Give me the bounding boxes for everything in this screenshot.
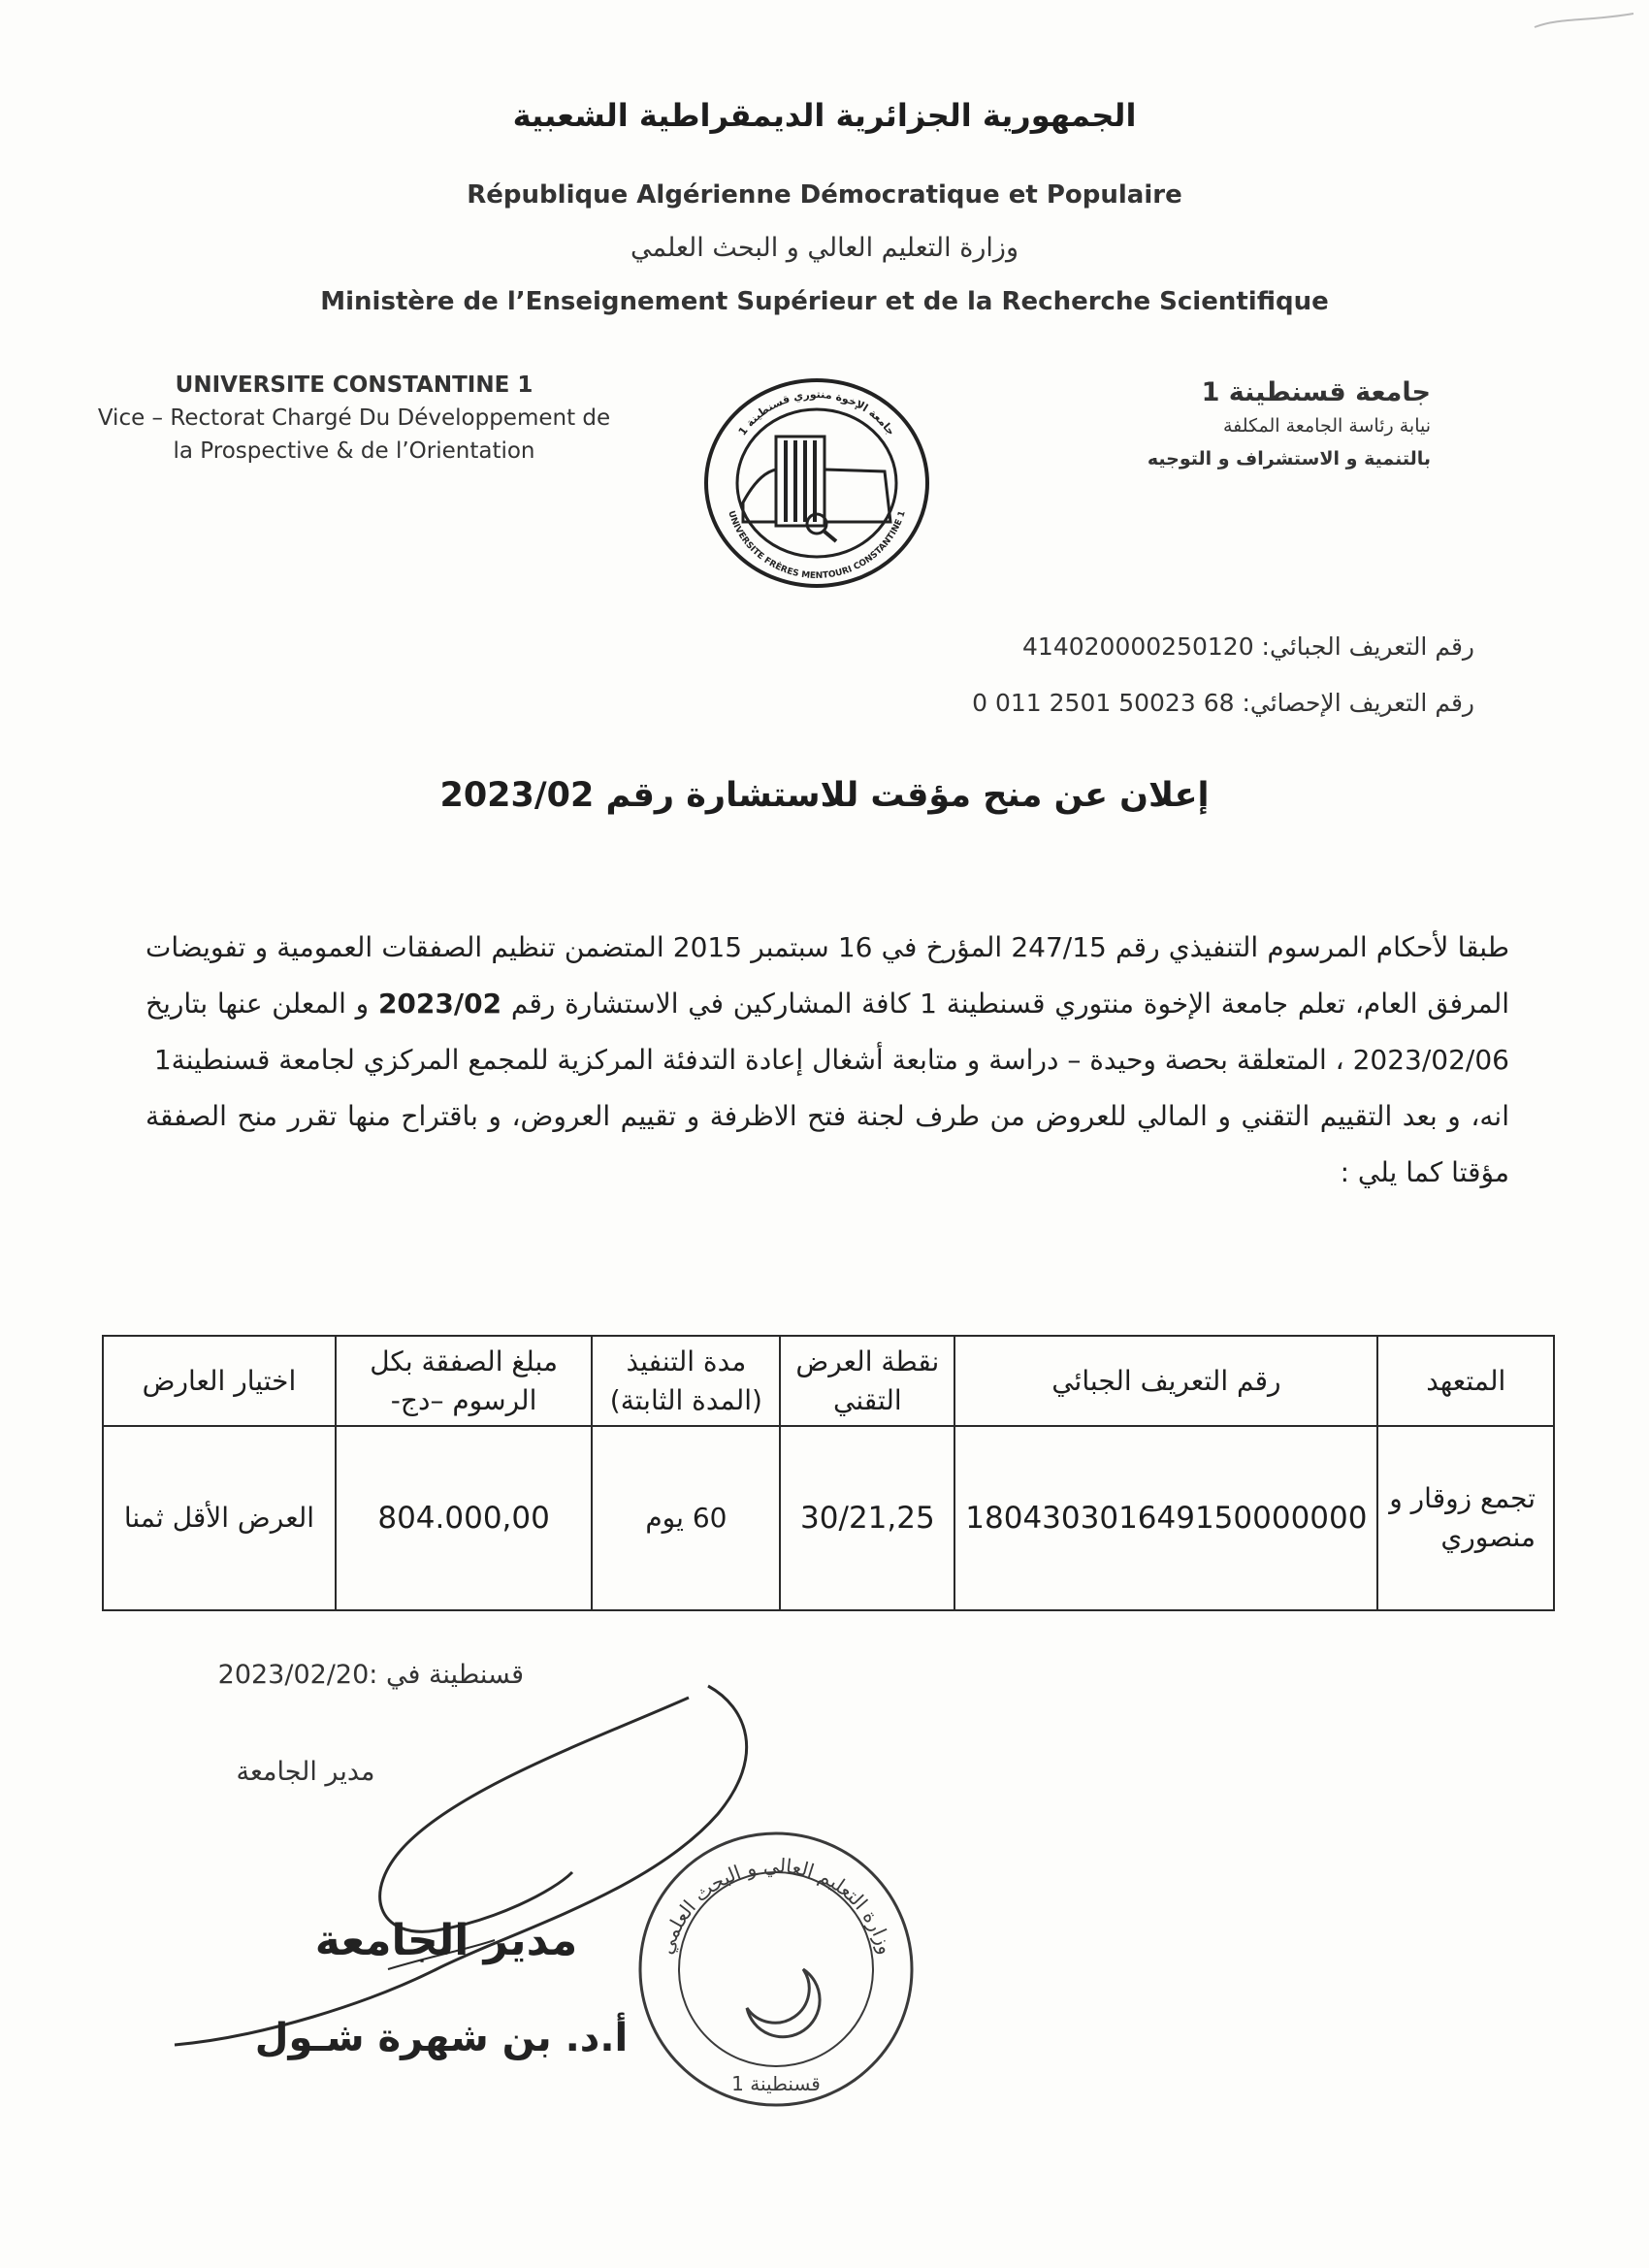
announcement-body bbox=[146, 920, 1509, 1201]
consultation-number: 2023/02 bbox=[377, 988, 502, 1020]
body-p1-part-b: و المعلن عنها بتاريخ 2023/02/06 ، المتعلقة بحصة وحيدة – دراسة و متابعة أشغال إعادة التدفئة المركزية للمجمع المركزي لجامعة قسنطينة1 bbox=[146, 988, 1509, 1076]
col-duration: مدة التنفيذ (المدة الثابتة) bbox=[592, 1336, 780, 1426]
vice-rectorat-line1: Vice – Rectorat Chargé Du Développement de bbox=[97, 405, 611, 431]
cell-duration: 60 يوم bbox=[592, 1426, 780, 1610]
vice-rectorat-ar-line1: نيابة رئاسة الجامعة المكلفة bbox=[1222, 415, 1431, 437]
cell-amount: 804.000,00 bbox=[336, 1426, 592, 1610]
table-header-row bbox=[103, 1336, 1554, 1426]
col-technical-score: نقطة العرض التقني bbox=[780, 1336, 954, 1426]
vice-rectorat-ar-line2: بالتنمية و الاستشراف و التوجيه bbox=[1147, 448, 1431, 470]
signatory-role: مدير الجامعة bbox=[236, 1757, 375, 1787]
republic-title-fr: République Algérienne Démocratique et Populaire bbox=[467, 180, 1182, 210]
university-name-fr: UNIVERSITE CONSTANTINE 1 bbox=[175, 373, 534, 398]
ministry-title-fr: Ministère de l’Enseignement Supérieur et de la Recherche Scientifique bbox=[320, 287, 1329, 316]
republic-title-ar: الجمهورية الجزائرية الديمقراطية الشعبية bbox=[512, 97, 1137, 134]
seal-bottom-text: قسنطينة 1 bbox=[731, 2072, 821, 2095]
cell-technical-score: 30/21,25 bbox=[780, 1426, 954, 1610]
announcement-title: إعلان عن منح مؤقت للاستشارة رقم 2023/02 bbox=[439, 776, 1210, 815]
issue-date: قسنطينة في :2023/02/20 bbox=[217, 1660, 524, 1690]
col-bidder: المتعهد bbox=[1377, 1336, 1554, 1426]
university-name-ar: جامعة قسنطينة 1 bbox=[1201, 377, 1431, 407]
fiscal-id: رقم التعريف الجبائي: 414020000250120 bbox=[1022, 632, 1474, 661]
stamp-role: مدير الجامعة bbox=[314, 1916, 578, 1965]
university-block-fr bbox=[92, 369, 616, 468]
official-seal bbox=[630, 1824, 922, 2115]
statistical-id: رقم التعريف الإحصائي: 68 50023 2501 011 0 bbox=[972, 689, 1474, 717]
logo-text-top: جامعة الإخوة منتوري قسنطينة 1 bbox=[735, 387, 898, 438]
col-selection: اختيار العارض bbox=[103, 1336, 336, 1426]
logo-text-bottom: UNIVERSITE FRÈRES MENTOURI CONSTANTINE 1 bbox=[726, 509, 908, 582]
cell-bidder: تجمع زوقار و منصوري bbox=[1377, 1426, 1554, 1610]
university-block-ar bbox=[1082, 376, 1431, 475]
body-p1-part-a: طبقا لأحكام المرسوم التنفيذي رقم 247/15 المؤرخ في 16 سبتمبر 2015 المتضمن تنظيم الصفقات العمومية و تفويضات المرفق العام، تعلم جامعة الإخوة منتوري قسنطينة 1 كافة المشاركين في الاستشارة رقم bbox=[146, 931, 1510, 1020]
svg-text:وزارة التعليم العالي و البحث ا bbox=[654, 1854, 898, 1958]
identifiers-block bbox=[795, 619, 1474, 731]
col-amount: مبلغ الصفقة بكل الرسوم –دج- bbox=[336, 1336, 592, 1426]
col-fiscal-id: رقم التعريف الجبائي bbox=[954, 1336, 1377, 1426]
award-table bbox=[102, 1335, 1555, 1611]
cell-fiscal-id: 180430301649150000000 bbox=[954, 1426, 1377, 1610]
stamp-name: أ.د. بن شهرة شـول bbox=[254, 2016, 629, 2060]
seal-text: وزارة التعليم العالي و البحث العلمي bbox=[654, 1853, 898, 1958]
scan-corner-mark bbox=[1531, 8, 1637, 37]
body-paragraph-1 bbox=[146, 920, 1509, 1088]
cell-selection: العرض الأقل ثمنا bbox=[103, 1426, 336, 1610]
table-row bbox=[103, 1426, 1554, 1610]
ministry-title-ar: وزارة التعليم العالي و البحث العلمي bbox=[630, 233, 1018, 263]
vice-rectorat-line2: la Prospective & de l’Orientation bbox=[173, 438, 535, 464]
body-paragraph-2: انه، و بعد التقييم التقني و المالي للعروض من طرف لجنة فتح الاظرفة و تقييم العروض، و باقتراح منها تقرر منح الصفقة مؤقتا كما يلي : bbox=[146, 1100, 1509, 1188]
university-logo bbox=[700, 376, 933, 590]
